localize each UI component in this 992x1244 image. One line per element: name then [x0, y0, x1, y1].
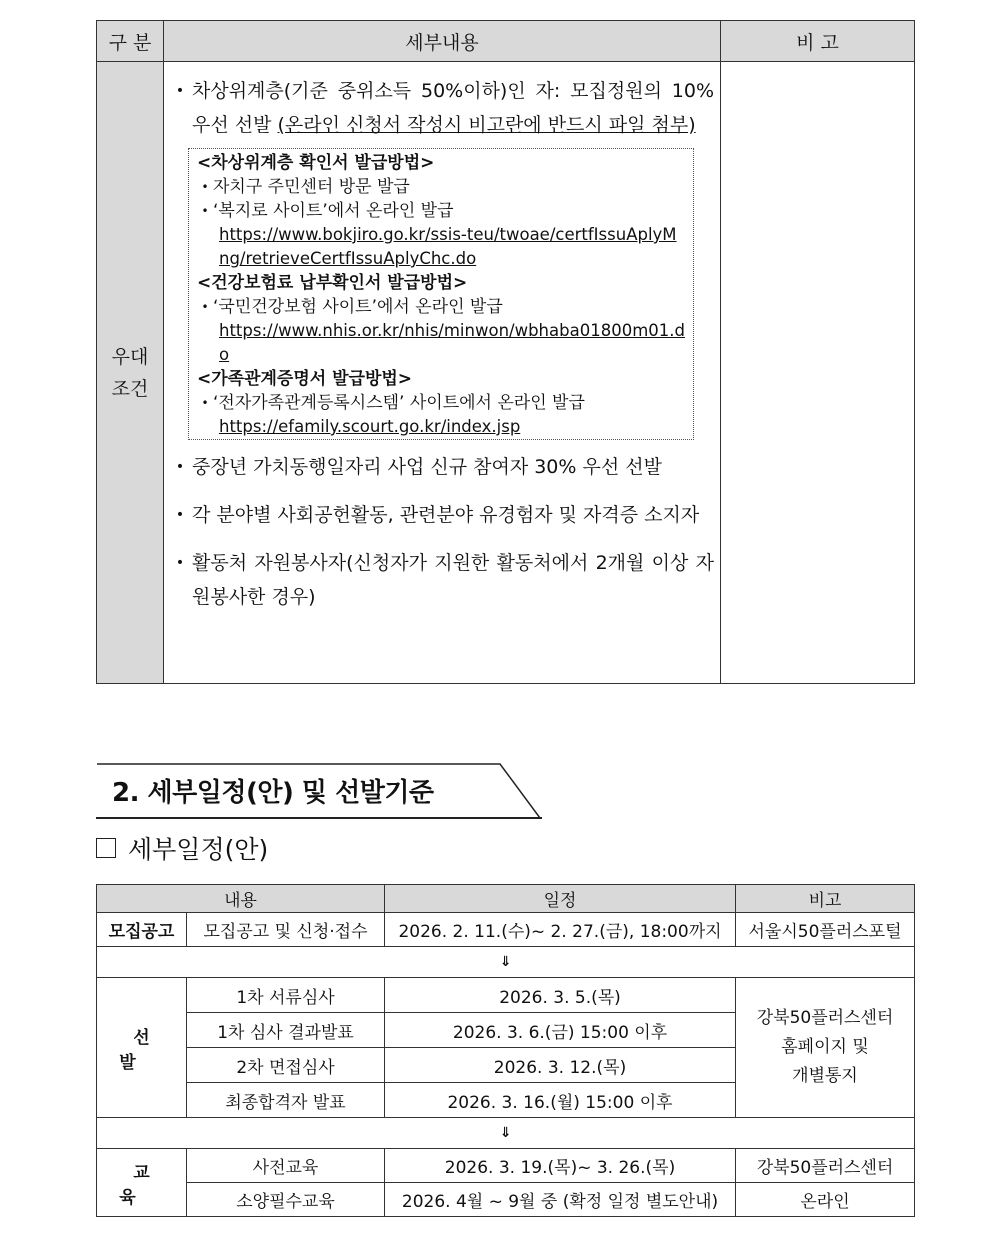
box-title-health-insurance: <건강보험료 납부확인서 발급방법>: [197, 273, 468, 293]
item-cell: 1차 서류심사: [187, 978, 385, 1013]
header-remarks: 비 고: [721, 21, 915, 62]
bullet-new-participant: • 중장년 가치동행일자리 사업 신규 참여자 30% 우선 선발: [168, 450, 714, 484]
date-cell: 2026. 3. 6.(금) 15:00 이후: [385, 1013, 736, 1048]
box-item: ‘복지로 사이트’에서 온라인 발급: [213, 201, 454, 221]
selection-remarks: 강북50플러스센터 홈페이지 및 개별통지: [736, 978, 915, 1118]
bullet-icon: •: [175, 507, 185, 523]
header-schedule: 일정: [385, 885, 736, 913]
bullet-icon: •: [175, 459, 185, 475]
bullet-icon: •: [175, 555, 185, 571]
item-cell: 사전교육: [187, 1149, 385, 1183]
item-cell: 1차 심사 결과발표: [187, 1013, 385, 1048]
box-item: ‘국민건강보험 사이트’에서 온라인 발급: [213, 297, 503, 317]
item-cell: 모집공고 및 신청·접수: [187, 913, 385, 947]
group-education: 교 육: [97, 1149, 187, 1217]
header-content: 내용: [97, 885, 385, 913]
down-arrow-icon: ⇓: [97, 947, 915, 978]
bullet-volunteer: • 활동처 자원봉사자(신청자가 지원한 활동처에서 2개월 이상 자원봉사한 경우): [168, 546, 714, 614]
details-cell: [164, 62, 721, 684]
date-cell: 2026. 2. 11.(수)~ 2. 27.(금), 18:00까지: [385, 913, 736, 947]
table-row: [97, 1149, 915, 1183]
box-title-family-relation: <가족관계증명서 발급방법>: [197, 369, 413, 389]
category-cell: [97, 62, 164, 684]
header-details: 세부내용: [164, 21, 721, 62]
subsection-heading: [96, 830, 268, 866]
date-cell: 2026. 3. 19.(목)~ 3. 26.(목): [385, 1149, 736, 1183]
bullet-experience: • 각 분야별 사회공헌활동, 관련분야 유경험자 및 자격증 소지자: [168, 498, 714, 532]
item-cell: 최종합격자 발표: [187, 1083, 385, 1118]
link-efamily[interactable]: https://efamily.scourt.go.kr/index.jsp: [219, 417, 521, 436]
bullet-low-income: [168, 74, 714, 142]
bullet-icon: •: [175, 83, 185, 99]
link-nhis[interactable]: https://www.nhis.or.kr/nhis/minwon/wbhaba01800m01.do: [219, 321, 685, 364]
date-cell: 2026. 4월 ~ 9월 중 (확정 일정 별도안내): [385, 1183, 736, 1217]
table-row: [97, 978, 915, 1013]
date-cell: 2026. 3. 16.(월) 15:00 이후: [385, 1083, 736, 1118]
header-remarks: 비고: [736, 885, 915, 913]
category-line1: 우대: [111, 345, 149, 368]
checkbox-square-icon: [96, 838, 116, 858]
remarks-cell: 온라인: [736, 1183, 915, 1217]
category-line2: 조건: [111, 377, 149, 400]
bullet-low-income-note: (온라인 신청서 작성시 비고란에 반드시 파일 첨부): [277, 114, 696, 136]
down-arrow-icon: ⇓: [97, 1118, 915, 1149]
group-selection: 선 발: [97, 978, 187, 1118]
remarks-cell: 서울시50플러스포털: [736, 913, 915, 947]
group-recruit: 모집공고: [97, 913, 187, 947]
document-info-box: [188, 148, 694, 440]
box-item: 자치구 주민센터 방문 발급: [213, 177, 410, 197]
bullet-low-income-text: 차상위계층(기준 중위소득 50%이하)인 자: 모집정원의 10% 우선 선발: [192, 80, 714, 136]
box-item: ‘전자가족관계등록시스템’ 사이트에서 온라인 발급: [213, 393, 585, 413]
date-cell: 2026. 3. 5.(목): [385, 978, 736, 1013]
item-cell: 소양필수교육: [187, 1183, 385, 1217]
section-title: 2. 세부일정(안) 및 선발기준: [112, 778, 434, 808]
bullet-icon: •: [201, 300, 209, 314]
remarks-cell: 강북50플러스센터: [736, 1149, 915, 1183]
preference-table: [96, 20, 915, 684]
link-bokjiro[interactable]: https://www.bokjiro.go.kr/ssis-teu/twoae/certfIssuAplyMng/retrieveCertfIssuAplyChc.do: [219, 225, 677, 268]
box-title-low-income: <차상위계층 확인서 발급방법>: [197, 153, 435, 173]
subsection-title: 세부일정(안): [128, 835, 269, 864]
bullet-icon: •: [201, 396, 209, 410]
schedule-table: [96, 884, 915, 1217]
remarks-cell: [721, 62, 915, 684]
table-row: [97, 913, 915, 947]
table-row: [97, 1183, 915, 1217]
header-category: 구 분: [97, 21, 164, 62]
bullet-icon: •: [201, 180, 209, 194]
item-cell: 2차 면접심사: [187, 1048, 385, 1083]
section-heading: [96, 762, 542, 820]
bullet-icon: •: [201, 204, 209, 218]
date-cell: 2026. 3. 12.(목): [385, 1048, 736, 1083]
